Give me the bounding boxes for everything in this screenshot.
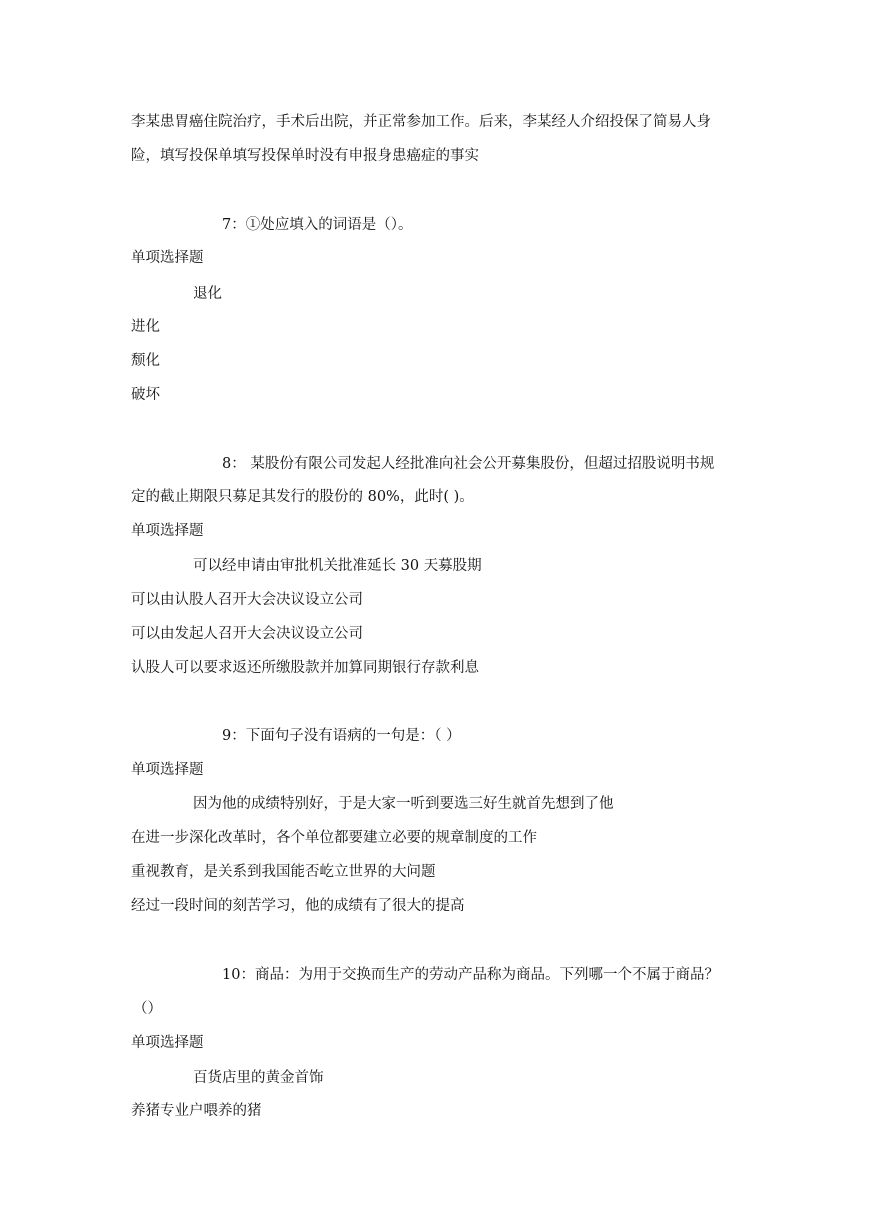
question-7-option-b: 进化 xyxy=(131,319,160,335)
question-9-option-b: 在进一步深化改革时，各个单位都要建立必要的规章制度的工作 xyxy=(131,830,537,846)
question-10-option-a: 百货店里的黄金首饰 xyxy=(193,1070,324,1086)
question-9-option-a: 因为他的成绩特别好，于是大家一听到要选三好生就首先想到了他 xyxy=(193,796,614,812)
question-8-option-a: 可以经申请由审批机关批准延长 30 天募股期 xyxy=(193,558,482,574)
question-8-stem-line-2: 定的截止期限只募足其发行的股份的 80%，此时( )。 xyxy=(131,489,474,505)
question-10-stem-line-1: 10：商品：为用于交换而生产的劳动产品称为商品。下列哪一个不属于商品？ xyxy=(222,967,719,983)
question-8-type: 单项选择题 xyxy=(131,523,204,539)
question-7-option-d: 破坏 xyxy=(131,387,160,403)
question-8-option-b: 可以由认股人召开大会决议设立公司 xyxy=(131,592,363,608)
question-7-stem: 7：①处应填入的词语是（）。 xyxy=(222,217,413,233)
question-10-option-b: 养猪专业户喂养的猪 xyxy=(131,1103,262,1119)
question-7-option-c: 颓化 xyxy=(131,353,160,369)
question-9-type: 单项选择题 xyxy=(131,762,204,778)
question-7-option-a: 退化 xyxy=(193,286,222,302)
question-9-stem: 9：下面句子没有语病的一句是：（ ） xyxy=(222,728,461,744)
question-8-option-d: 认股人可以要求返还所缴股款并加算同期银行存款利息 xyxy=(131,660,479,676)
question-8-stem-line-1: 8： 某股份有限公司发起人经批准向社会公开募集股份，但超过招股说明书规 xyxy=(222,456,715,472)
passage-line-2: 险，填写投保单填写投保单时没有申报身患癌症的事实 xyxy=(131,148,479,164)
question-7-type: 单项选择题 xyxy=(131,250,204,266)
question-8-option-c: 可以由发起人召开大会决议设立公司 xyxy=(131,626,363,642)
passage-line-1: 李某患胃癌住院治疗，手术后出院，并正常参加工作。后来，李某经人介绍投保了简易人身 xyxy=(131,114,711,130)
question-10-type: 单项选择题 xyxy=(131,1035,204,1051)
question-10-stem-line-2: （） xyxy=(133,1001,162,1017)
question-9-option-c: 重视教育，是关系到我国能否屹立世界的大问题 xyxy=(131,864,436,880)
question-9-option-d: 经过一段时间的刻苦学习，他的成绩有了很大的提高 xyxy=(131,898,465,914)
